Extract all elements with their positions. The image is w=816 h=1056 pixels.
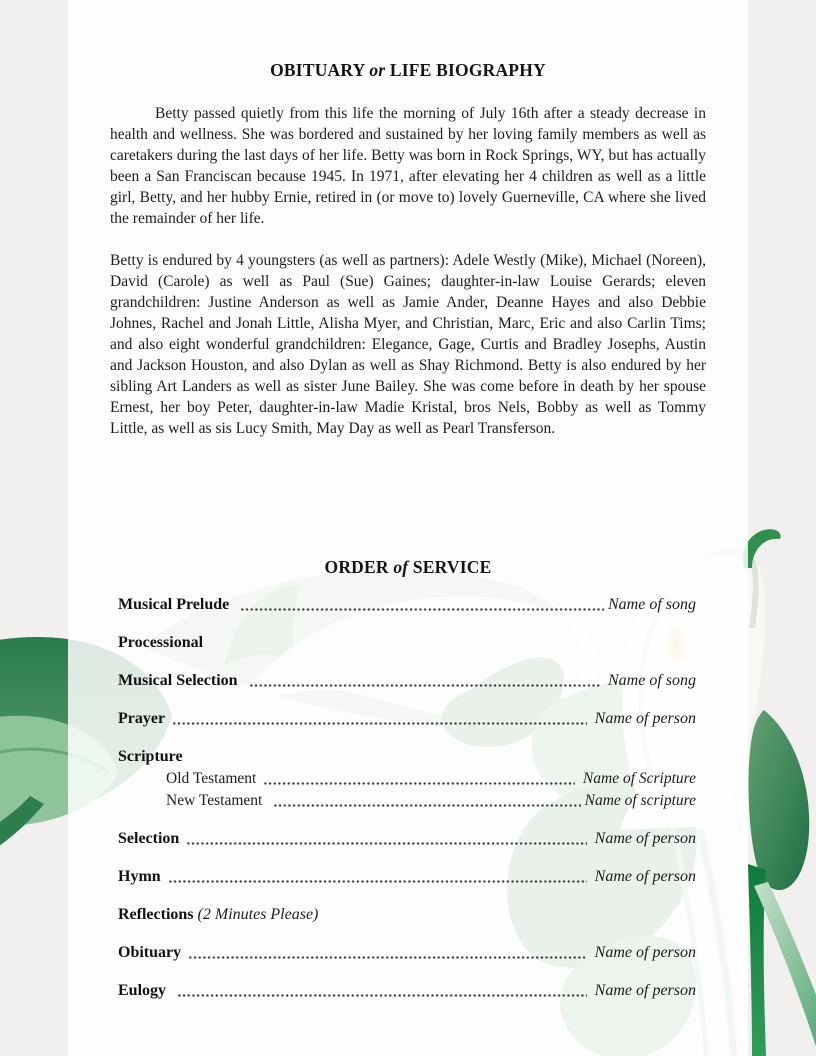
service-item-value: Name of person	[590, 981, 696, 999]
service-item	[118, 980, 696, 1002]
dotted-leader	[249, 670, 600, 692]
service-item	[118, 670, 696, 692]
service-item	[118, 828, 696, 850]
right-stems-decoration	[748, 710, 816, 1056]
service-item	[166, 768, 696, 790]
service-item-label: Obituary	[118, 943, 182, 961]
obituary-paragraph-1: Betty passed quietly from this life the morning of July 16th after a steady decrease in health and wellness. She was bordered and sustained by her loving family members as well as caretakers during the last days of her life. Betty was born in Rock Springs, WY, but has actually been a San Franciscan because 1945. In 1971, after elevating her 4 children as well as a little girl, Betty, and her hubby Ernie, retired in (or move to) lovely Guerneville, CA where she lived the remainder of her life.	[110, 105, 706, 227]
service-item	[118, 746, 696, 768]
service-item-label: Hymn	[118, 867, 161, 885]
service-item	[118, 866, 696, 888]
service-item-value: Name of person	[590, 943, 696, 961]
dotted-leader	[188, 942, 587, 964]
service-item-label: Scripture	[118, 747, 183, 765]
service-item	[118, 632, 696, 654]
dotted-leader	[172, 708, 587, 730]
dotted-leader	[177, 980, 587, 1002]
service-title-pre: ORDER	[324, 556, 394, 577]
service-item-label: Eulogy	[118, 981, 171, 999]
obituary-paragraph-2: Betty is endured by 4 youngsters (as well as partners): Adele Westly (Mike), Michael (Noreen), David (Carole) as well as Paul (Sue) Gaines; daughter-in-law Louise Gerards; eleven grandchildren: Justine Anderson as well as Jamie Ander, Deanne Hayes and also Debbie Johnes, Rachel and Jonah Little, Alisha Myer, and Christian, Marc, Eric and also Carlin Tims; and also eight wonderful grandchildren: Elegance, Gage, Curtis and Bradley Josephs, Austin and Jackson Houston, and also Dylan as well as Shay Richmond. Betty is also endured by her sibling Art Landers as well as sister June Bailey. She was come before in death by her spouse Ernest, her boy Peter, daughter-in-law Madie Kristal, bros Nels, Bobby as well as Tommy Little, as well as sis Lucy Smith, May Day as well as Pearl Transferson.	[110, 252, 706, 437]
service-item-value: Name of person	[590, 867, 696, 885]
service-item-value: Name of song	[604, 671, 696, 689]
service-item-value: Name of person	[590, 829, 696, 847]
service-item-value: Name of Scripture	[579, 769, 696, 787]
service-item-value: Name of song	[608, 595, 696, 613]
obituary-title-post: LIFE BIOGRAPHY	[385, 60, 546, 80]
dotted-leader	[273, 790, 580, 812]
service-item	[118, 594, 696, 616]
dotted-leader	[168, 866, 587, 888]
service-item-label: Musical Selection	[118, 671, 242, 689]
obituary-title	[110, 59, 706, 81]
service-item-label: Old Testament	[166, 769, 257, 787]
service-item	[118, 904, 696, 926]
service-list	[110, 594, 706, 1002]
dotted-leader	[263, 768, 575, 790]
service-title-of: of	[393, 556, 409, 577]
service-item	[118, 708, 696, 730]
page-content	[68, 0, 748, 1056]
obituary-title-pre: OBITUARY	[270, 60, 370, 80]
service-item-value: Name of person	[590, 709, 696, 727]
dotted-leader	[186, 828, 586, 850]
service-item-label: Processional	[118, 633, 204, 651]
service-title-post: SERVICE	[408, 556, 492, 577]
service-item-note: (2 Minutes Please)	[193, 905, 319, 923]
obituary-title-or: or	[369, 60, 386, 80]
service-item-label: Reflections	[118, 905, 194, 923]
service-item	[166, 790, 696, 812]
service-item-value: Name of scripture	[584, 791, 696, 809]
service-item-label: New Testament	[166, 791, 267, 809]
service-item-label: Musical Prelude	[118, 595, 234, 613]
dotted-leader	[240, 594, 604, 616]
service-item-label: Prayer	[118, 709, 166, 727]
service-title	[110, 556, 706, 578]
service-item	[118, 942, 696, 964]
service-item-label: Selection	[118, 829, 180, 847]
